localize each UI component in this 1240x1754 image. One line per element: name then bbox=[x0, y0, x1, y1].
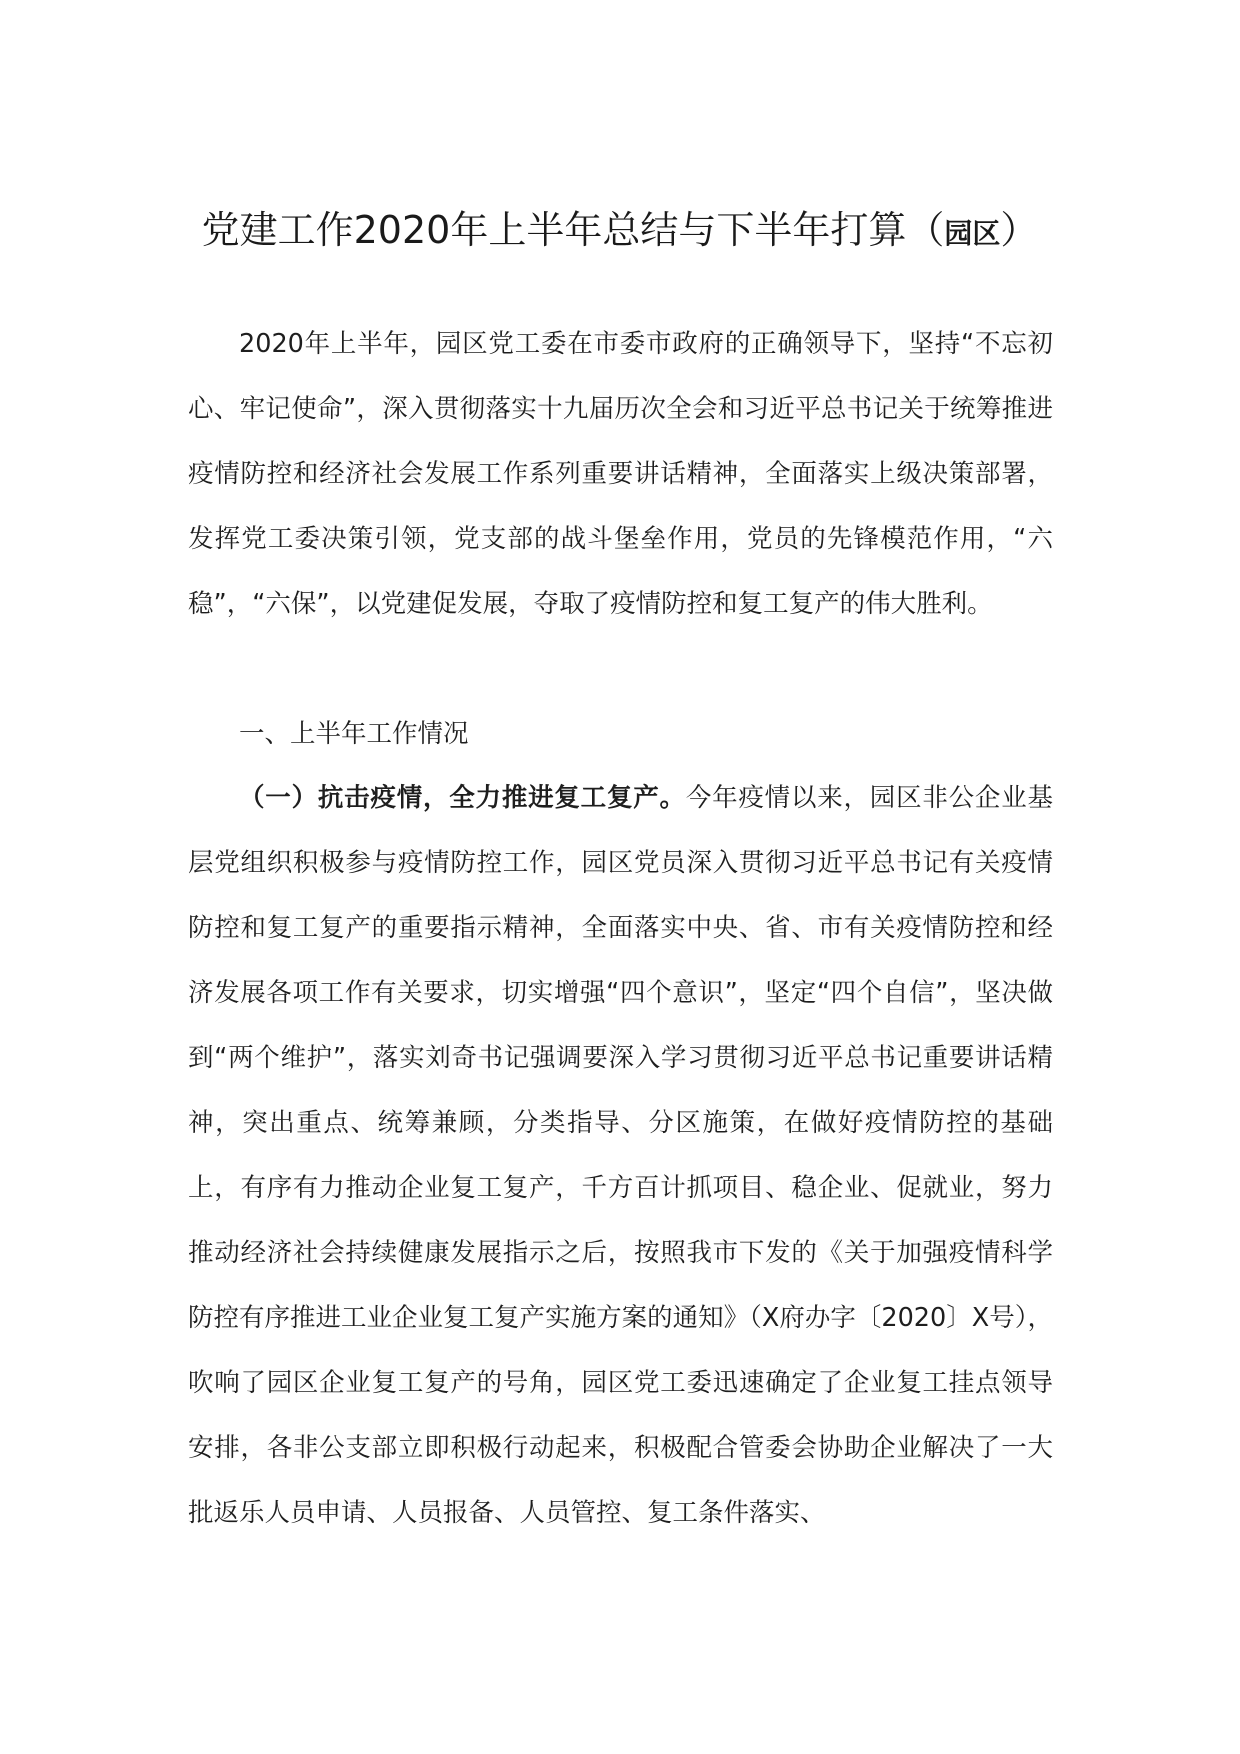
paragraph-lead: （一）抗击疫情，全力推进复工复产。 bbox=[239, 783, 686, 813]
title-suffix-word: 园区 bbox=[944, 217, 1001, 250]
title-main: 党建工作2020年上半年总结与下半年打算（ bbox=[201, 208, 945, 252]
section-heading: 一、上半年工作情况 bbox=[239, 719, 469, 749]
intro-paragraph: 2020年上半年，园区党工委在市委市政府的正确领导下，坚持“不忘初心、牢记使命”，深入贯彻落实十九届历次全会和习近平总书记关于统筹推进疫情防控和经济社会发展工作系列重要讲话精神，全面落实上级决策部署，发挥党工委决策引领，党支部的战斗堡垒作用，党员的先锋模范作用，“六稳”，“六保”，以党建促发展，夺取了疫情防控和复工复产的伟大胜利。 bbox=[188, 329, 1053, 619]
intro-paragraph-block bbox=[188, 312, 1053, 637]
document-title bbox=[0, 202, 1240, 262]
paragraph-body: 今年疫情以来，园区非公企业基层党组织积极参与疫情防控工作，园区党员深入贯彻习近平总书记有关疫情防控和复工复产的重要指示精神，全面落实中央、省、市有关疫情防控和经济发展各项工作有关要求，切实增强“四个意识”，坚定“四个自信”，坚决做到“两个维护”，落实刘奇书记强调要深入学习贯彻习近平总书记重要讲话精神，突出重点、统筹兼顾，分类指导、分区施策，在做好疫情防控的基础上，有序有力推动企业复工复产，千方百计抓项目、稳企业、促就业，努力推动经济社会持续健康发展指示之后，按照我市下发的《关于加强疫情科学防控有序推进工业企业复工复产实施方案的通知》（X府办字〔2020〕X号），吹响了园区企业复工复产的号角，园区党工委迅速确定了企业复工挂点领导安排，各非公支部立即积极行动起来，积极配合管委会协助企业解决了一大批返乐人员申请、人员报备、人员管控、复工条件落实、 bbox=[188, 783, 1053, 1528]
title-suffix-close: ） bbox=[1000, 208, 1039, 252]
section-paragraph bbox=[188, 766, 1053, 1546]
section-heading-block bbox=[188, 702, 1053, 767]
section-paragraph-block bbox=[188, 766, 1053, 1546]
